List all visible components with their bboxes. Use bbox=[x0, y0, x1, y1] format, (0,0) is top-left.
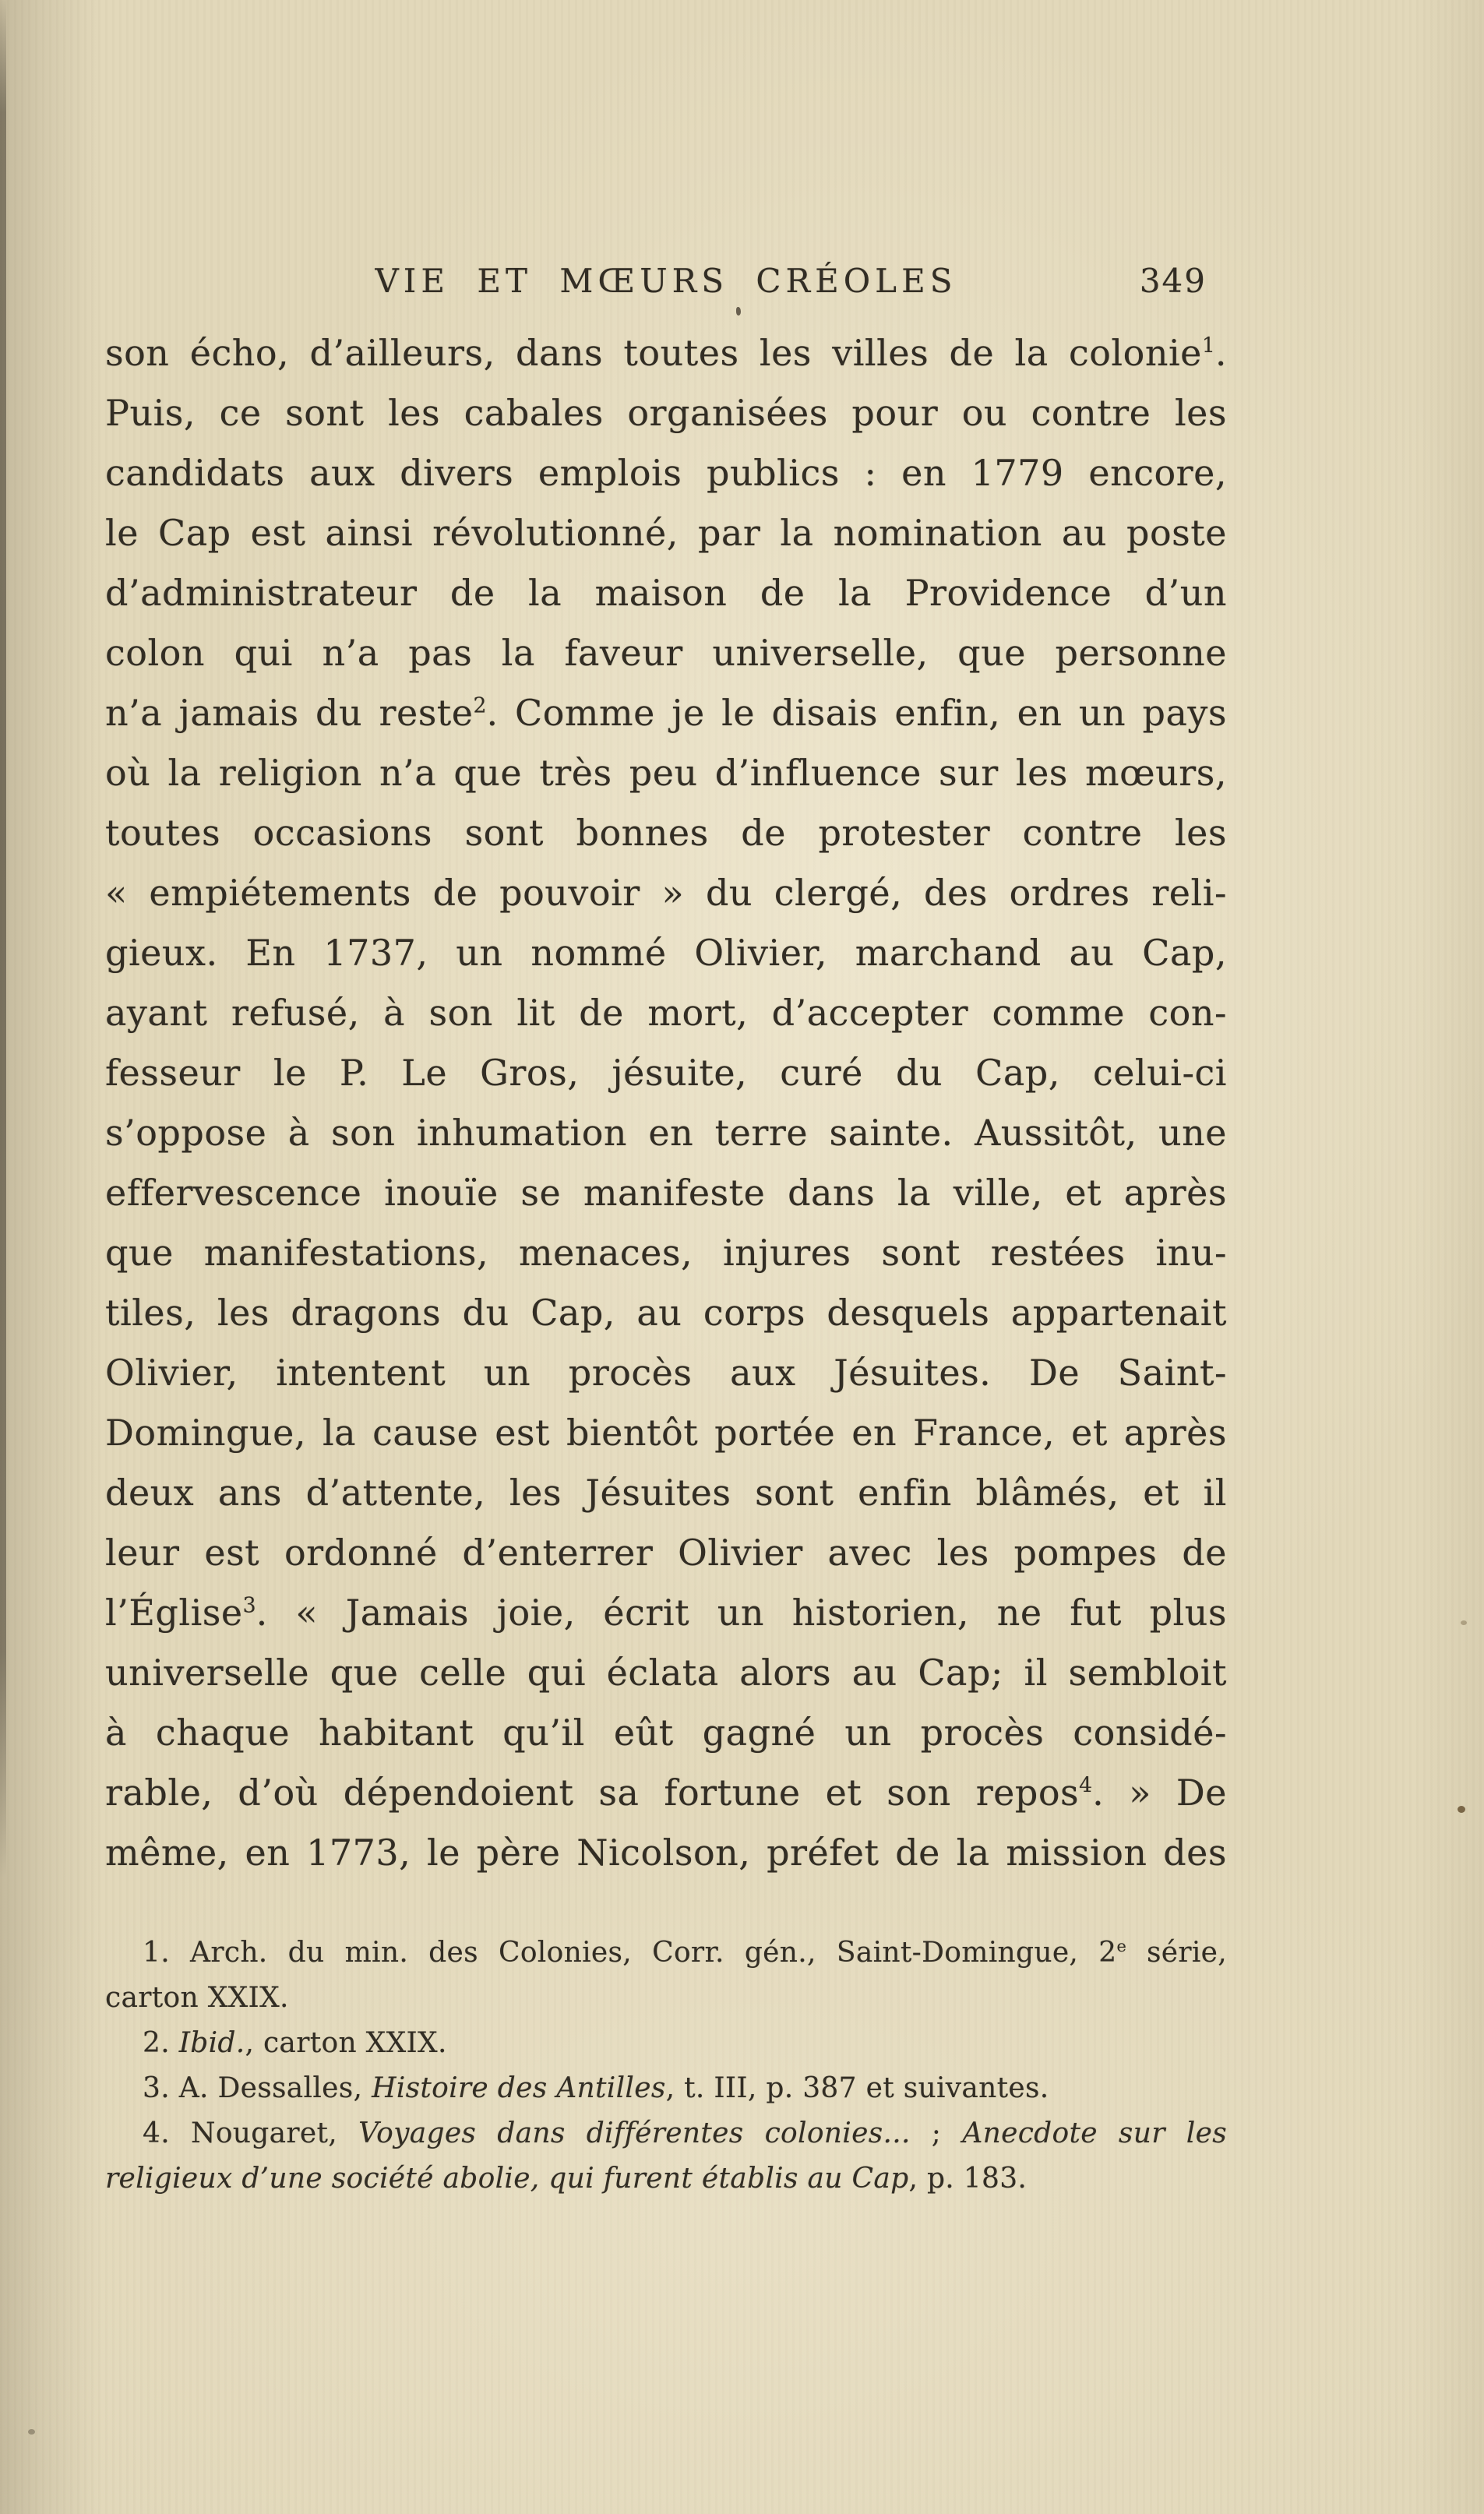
running-title: VIE ET MŒURS CRÉOLES bbox=[375, 262, 957, 300]
body-text-line: « empiétements de pouvoir » du clergé, des ordres reli- bbox=[105, 872, 1227, 914]
page-header bbox=[105, 260, 1227, 302]
footnote-reference: 3 bbox=[242, 1593, 256, 1618]
body-text-line: colon qui n’a pas la faveur universelle, que personne bbox=[105, 632, 1227, 674]
body-text-line: son écho, d’ailleurs, dans toutes les villes de la colonie$^1$. bbox=[105, 332, 1227, 374]
body-text-line: gieux. En 1737, un nommé Olivier, marchand au Cap, bbox=[105, 932, 1227, 974]
footnote-line: carton XXIX. bbox=[105, 1982, 289, 2014]
paper-speck bbox=[28, 2429, 35, 2435]
footnote-reference: 1 bbox=[1201, 333, 1215, 358]
body-text-line: rable, d’où dépendoient sa fortune et son repos$^4$. » De bbox=[105, 1772, 1227, 1814]
body-text-line: universelle que celle qui éclata alors au Cap; il sembloit bbox=[105, 1652, 1227, 1694]
body-text-line: leur est ordonné d’enterrer Olivier avec les pompes de bbox=[105, 1532, 1227, 1574]
footnote-line: 4. Nougaret, Voyages dans différentes colonies... ; Anecdote sur les bbox=[143, 2117, 1227, 2149]
body-text-line: tiles, les dragons du Cap, au corps desquels appartenait bbox=[105, 1292, 1227, 1334]
footnotes bbox=[105, 1930, 1227, 2202]
ink-speck bbox=[736, 307, 741, 316]
body-text-line: n’a jamais du reste$^2$. Comme je le disais enfin, en un pays bbox=[105, 692, 1228, 734]
paper-speck bbox=[1458, 1806, 1465, 1813]
body-text bbox=[105, 323, 1227, 1883]
footnote-line: 2. Ibid., carton XXIX. bbox=[143, 2027, 447, 2059]
body-text-line: candidats aux divers emplois publics : en 1779 encore, bbox=[105, 452, 1227, 494]
footnote-line: 3. A. Dessalles, Histoire des Antilles, t. III, p. 387 et suivantes. bbox=[143, 2072, 1049, 2104]
body-text-line: s’oppose à son inhumation en terre sainte. Aussitôt, une bbox=[105, 1112, 1227, 1154]
body-text-line: Puis, ce sont les cabales organisées pour ou contre les bbox=[105, 392, 1227, 434]
footnote-reference: 2 bbox=[473, 693, 487, 718]
footnote-line: 1. Arch. du min. des Colonies, Corr. gén., Saint-Domingue, 2e série, bbox=[143, 1937, 1227, 1969]
body-text-line: que manifestations, menaces, injures sont restées inu- bbox=[105, 1232, 1227, 1274]
body-text-line: fesseur le P. Le Gros, jésuite, curé du Cap, celui-ci bbox=[105, 1052, 1227, 1094]
body-text-line: toutes occasions sont bonnes de protester contre les bbox=[105, 812, 1227, 854]
body-text-line: effervescence inouïe se manifeste dans la ville, et après bbox=[105, 1172, 1227, 1214]
body-text-line: l’Église$^3$. « Jamais joie, écrit un historien, ne fut plus bbox=[105, 1592, 1227, 1634]
body-text-line: Domingue, la cause est bientôt portée en France, et après bbox=[105, 1412, 1227, 1454]
footnote-line: religieux d’une société abolie, qui furent établis au Cap, p. 183. bbox=[105, 2163, 1028, 2195]
body-text-line: Olivier, intentent un procès aux Jésuites. De Saint- bbox=[105, 1352, 1227, 1394]
page-number: 349 bbox=[1139, 262, 1207, 300]
footnote-reference: 4 bbox=[1079, 1773, 1093, 1798]
body-text-line: où la religion n’a que très peu d’influence sur les mœurs, bbox=[105, 752, 1227, 794]
body-text-line: le Cap est ainsi révolutionné, par la nomination au poste bbox=[105, 512, 1227, 554]
body-text-line: même, en 1773, le père Nicolson, préfet de la mission des bbox=[105, 1832, 1227, 1874]
scan-edge-shadow bbox=[0, 0, 6, 1878]
body-text-line: à chaque habitant qu’il eût gagné un procès considé- bbox=[105, 1712, 1227, 1754]
footnote-reference: e bbox=[1116, 1937, 1126, 1955]
body-text-line: d’administrateur de la maison de la Providence d’un bbox=[105, 572, 1227, 614]
paper-speck bbox=[1461, 1620, 1467, 1625]
body-text-line: ayant refusé, à son lit de mort, d’accepter comme con- bbox=[105, 992, 1227, 1034]
body-text-line: deux ans d’attente, les Jésuites sont enfin blâmés, et il bbox=[105, 1472, 1227, 1514]
